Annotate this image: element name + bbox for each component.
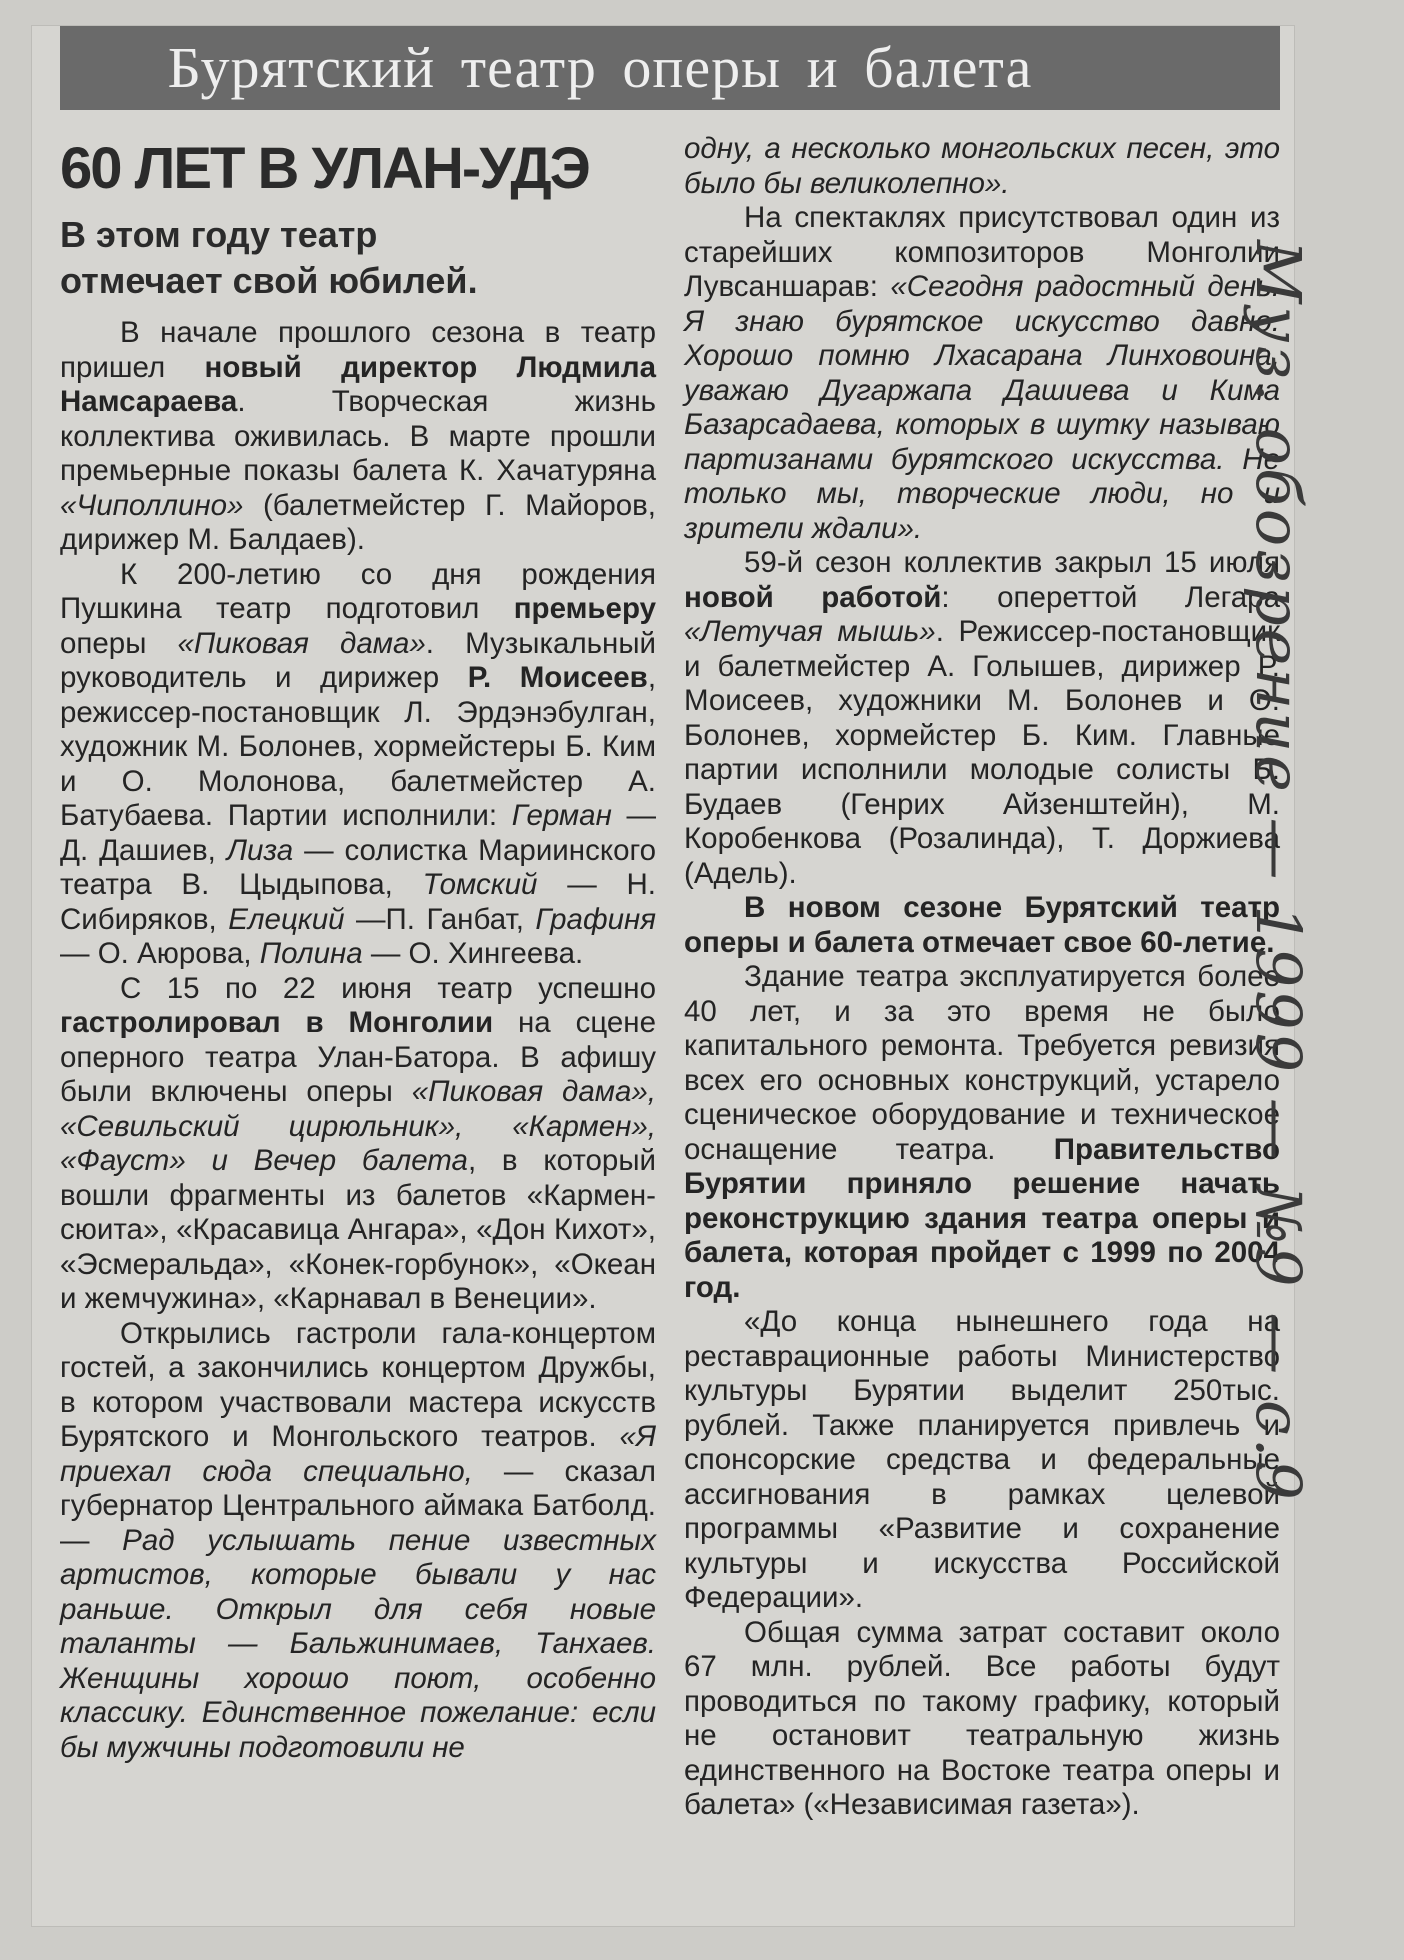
paragraph-pushkin-premiere: К 200-летию со дня рождения Пушкина театр подготовил премьеру оперы «Пиковая дама». Музыкальный руководитель и дирижер Р. Моисеев, режиссер-постановщик Л. Эрдэнэбулган, художник М. Болонев, хормейстеры Б. Ким и О. Молонова, балетмейстер А. Батубаева. Партии исполнили: Герман — Д. Дашиев, Лиза — солистка Мариинского театра В. Цыдыпова, Томский — Н. Сибиряков, Елецкий —П. Ганбат, Графиня — О. Аюрова, Полина — О. Хингеева. (60, 557, 657, 970)
paragraph-season-close: 59-й сезон коллектив закрыл 15 июля новой работой: опереттой Легара «Летучая мышь». Режиссер-постановщик и балетмейстер А. Голышев, дирижер Р. Моисеев, художники М. Болонев и О. Болонев, хормейстер Б. Ким. Главные партии исполнили молодые солисты Б. Будаев (Генрих Айзенштейн), М. Коробенкова (Розалинда), Т. Доржиева (Адель). (684, 546, 1280, 890)
section-banner: Бурятский театр оперы и балета (60, 26, 1280, 110)
handwritten-source-note: Муз. обозрение — 1999 — №9 — с.9 (1242, 240, 1315, 1503)
paragraph-anniversary: В новом сезоне Бурятский театр оперы и балета отмечает свое 60-летие. (684, 891, 1280, 959)
right-column (684, 132, 1280, 1823)
paragraph-composer-quote: На спектаклях присутствовал один из старейших композиторов Монголии Лувсаншарав: «Сегодня радостный день. Я знаю бурятское искусство давно. Хорошо помню Лхасарана Линховоина, уважаю Дугаржапа Дашиева и Кима Базарсадаева, которых в шутку называю партизанами бурятского искусства. Не только мы, творческие люди, но и зрители ждали». (684, 201, 1280, 545)
left-column (60, 316, 656, 1765)
paragraph-new-director: В начале прошлого сезона в театр пришел новый директор Людмила Намсараева. Творческая жизнь коллектива оживилась. В марте прошли премьерные показы балета К. Хачатуряна «Чиполлино» (балетмейстер Г. Майоров, дирижер М. Балдаев). (60, 316, 656, 556)
paragraph-reconstruction: Здание театра эксплуатируется более 40 лет, и за это время не было капитального ремонта. Требуется ревизия всех его основных конструкций, устарело сценическое оборудование и техническое оснащение театра. Правительство Бурятии приняло решение начать реконструкцию здания театра оперы и балета, которая пройдет с 1999 по 2004 год. (684, 960, 1280, 1304)
article-headline: 60 ЛЕТ В УЛАН-УДЭ (60, 136, 589, 201)
subhead-line-2: отмечает свой юбилей. (60, 260, 478, 301)
paragraph-funding: «До конца нынешнего года на реставрационные работы Министерство культуры Бурятии выделит 250тыс. рублей. Также планируется привлечь и спонсорские средства и федеральные ассигнования в рамках целевой программы «Развитие и сохранение культуры и искусства Российской Федерации». (684, 1305, 1280, 1614)
paragraph-quote-continuation: одну, а несколько монгольских песен, это было бы великолепно». (684, 132, 1280, 200)
subhead-line-1: В этом году театр (60, 214, 378, 255)
paragraph-total-cost: Общая сумма затрат составит около 67 млн. рублей. Все работы будут проводиться по такому графику, который не остановит театральную жизнь единственного на Востоке театра оперы и балета» («Независимая газета»). (684, 1615, 1280, 1821)
article-subhead (60, 212, 670, 304)
paragraph-gala-concert: Открылись гастроли гала-концертом гостей, а закончились концертом Дружбы, в котором участвовали мастера искусств Бурятского и Монгольского театров. «Я приехал сюда специально, — сказал губернатор Центрального аймака Батболд. — Рад услышать пение известных артистов, которые бывали у нас раньше. Открыл для себя новые таланты — Бальжинимаев, Танхаев. Женщины хорошо поют, особенно классику. Единственное пожелание: если бы мужчины подготовили не (60, 1316, 657, 1764)
paragraph-mongolia-tour: С 15 по 22 июня театр успешно гастролировал в Монголии на сцене оперного театра Улан-Батора. В афишу были включены оперы «Пиковая дама», «Севильский цирюльник», «Кармен», «Фауст» и Вечер балета, в который вошли фрагменты из балетов «Кармен-сюита», «Красавица Ангара», «Дон Кихот», «Эсмеральда», «Конек-горбунок», «Океан и жемчужина», «Карнавал в Венеции». (60, 971, 657, 1315)
